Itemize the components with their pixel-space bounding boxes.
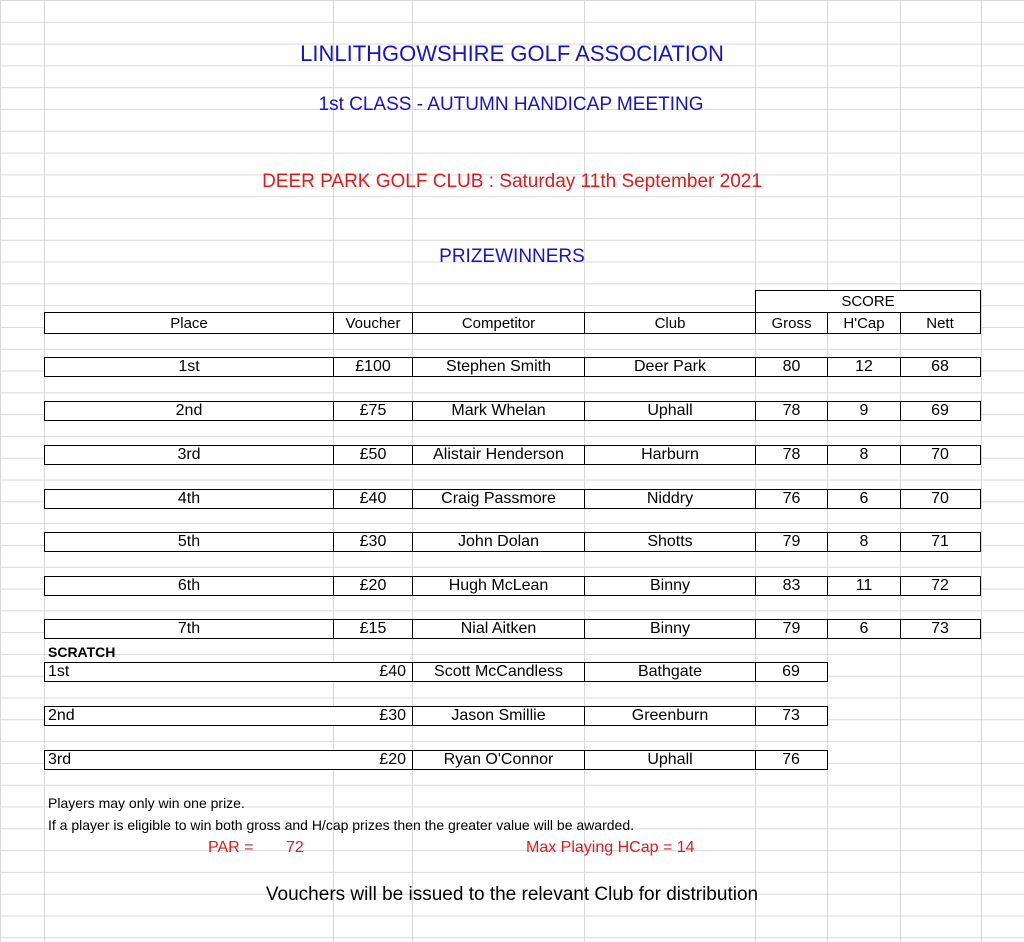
competitor-cell: Alistair Henderson bbox=[413, 446, 585, 464]
table-row bbox=[44, 576, 981, 596]
hcap-cell: 6 bbox=[828, 620, 901, 638]
table-row bbox=[44, 445, 981, 465]
place-cell: 5th bbox=[45, 533, 334, 551]
note-greater-value: If a player is eligible to win both gross and H/cap prizes then the greater value will be awarded. bbox=[48, 817, 634, 833]
header-voucher: Voucher bbox=[334, 313, 413, 333]
nett-cell: 68 bbox=[931, 358, 949, 375]
scratch-place: 2nd bbox=[48, 707, 75, 724]
club-cell: Niddry bbox=[585, 490, 756, 508]
venue-date: DEER PARK GOLF CLUB : Saturday 11th September 2021 bbox=[262, 171, 762, 192]
footer-note: Vouchers will be issued to the relevant Club for distribution bbox=[265, 884, 759, 905]
par-value: 72 bbox=[286, 839, 304, 856]
scratch-voucher: £40 bbox=[379, 663, 406, 680]
hcap-cell: 9 bbox=[828, 402, 901, 420]
scratch-competitor-cell: Jason Smillie bbox=[413, 707, 585, 725]
scratch-competitor-cell: Scott McCandless bbox=[413, 663, 585, 681]
scratch-voucher: £20 bbox=[379, 751, 406, 768]
table-row bbox=[44, 619, 981, 639]
place-cell: 3rd bbox=[45, 446, 334, 464]
hcap-cell: 6 bbox=[828, 490, 901, 508]
competitor-cell: Craig Passmore bbox=[413, 490, 585, 508]
scratch-place: 1st bbox=[48, 663, 70, 680]
header-nett: Nett bbox=[926, 314, 954, 332]
scratch-place-cell bbox=[45, 663, 413, 681]
club-cell: Harburn bbox=[585, 446, 756, 464]
par-label: PAR = bbox=[208, 839, 254, 856]
scratch-row bbox=[44, 662, 828, 682]
nett-cell: 72 bbox=[931, 577, 949, 594]
scratch-voucher: £30 bbox=[379, 707, 406, 724]
note-one-prize: Players may only win one prize. bbox=[48, 795, 245, 811]
header-hcap: H'Cap bbox=[828, 313, 901, 333]
gross-cell: 79 bbox=[756, 533, 828, 551]
competitor-cell: Nial Aitken bbox=[413, 620, 585, 638]
hcap-cell: 8 bbox=[828, 533, 901, 551]
header-place: Place bbox=[45, 313, 334, 333]
scratch-competitor-cell: Ryan O'Connor bbox=[413, 751, 585, 769]
voucher-cell: £75 bbox=[334, 402, 413, 420]
place-cell: 4th bbox=[45, 490, 334, 508]
voucher-cell: £15 bbox=[334, 620, 413, 638]
scratch-club-cell: Uphall bbox=[585, 751, 756, 769]
club-cell: Binny bbox=[585, 620, 756, 638]
gross-cell: 76 bbox=[756, 490, 828, 508]
score-group-header bbox=[755, 290, 981, 312]
voucher-cell: £40 bbox=[334, 490, 413, 508]
place-cell: 1st bbox=[45, 358, 334, 376]
scratch-label: SCRATCH bbox=[48, 644, 116, 660]
table-row bbox=[44, 401, 981, 421]
section-title: PRIZEWINNERS bbox=[439, 246, 585, 267]
nett-cell: 73 bbox=[931, 620, 949, 637]
hcap-cell: 11 bbox=[828, 577, 901, 595]
voucher-cell: £30 bbox=[334, 533, 413, 551]
header-gross: Gross bbox=[756, 313, 828, 333]
gross-cell: 80 bbox=[756, 358, 828, 376]
meeting-subtitle: 1st CLASS - AUTUMN HANDICAP MEETING bbox=[318, 94, 704, 115]
scratch-gross-cell: 73 bbox=[782, 707, 800, 724]
club-cell: Shotts bbox=[585, 533, 756, 551]
scratch-row bbox=[44, 706, 828, 726]
header-competitor: Competitor bbox=[413, 313, 585, 333]
nett-cell: 70 bbox=[931, 446, 949, 463]
scratch-club-cell: Greenburn bbox=[585, 707, 756, 725]
scratch-place: 3rd bbox=[48, 751, 72, 768]
club-cell: Uphall bbox=[585, 402, 756, 420]
page-title: LINLITHGOWSHIRE GOLF ASSOCIATION bbox=[300, 41, 724, 66]
gross-cell: 78 bbox=[756, 402, 828, 420]
competitor-cell: Stephen Smith bbox=[413, 358, 585, 376]
table-row bbox=[44, 532, 981, 552]
scratch-club-cell: Bathgate bbox=[585, 663, 756, 681]
table-row bbox=[44, 489, 981, 509]
nett-cell: 69 bbox=[931, 402, 949, 419]
hcap-cell: 12 bbox=[828, 358, 901, 376]
place-cell: 7th bbox=[45, 620, 334, 638]
scratch-gross-cell: 76 bbox=[782, 751, 800, 768]
scratch-place-cell bbox=[45, 707, 413, 725]
max-hcap-note: Max Playing HCap = 14 bbox=[526, 839, 695, 856]
header-club: Club bbox=[585, 313, 756, 333]
scratch-gross-cell: 69 bbox=[782, 663, 800, 680]
scratch-place-cell bbox=[45, 751, 413, 769]
competitor-cell: Mark Whelan bbox=[413, 402, 585, 420]
place-cell: 6th bbox=[45, 577, 334, 595]
table-row bbox=[44, 357, 981, 377]
table-header bbox=[44, 312, 981, 334]
competitor-cell: John Dolan bbox=[413, 533, 585, 551]
voucher-cell: £50 bbox=[334, 446, 413, 464]
voucher-cell: £20 bbox=[334, 577, 413, 595]
competitor-cell: Hugh McLean bbox=[413, 577, 585, 595]
club-cell: Deer Park bbox=[585, 358, 756, 376]
place-cell: 2nd bbox=[45, 402, 334, 420]
scratch-row bbox=[44, 750, 828, 770]
nett-cell: 70 bbox=[931, 490, 949, 507]
voucher-cell: £100 bbox=[334, 358, 413, 376]
gross-cell: 83 bbox=[756, 577, 828, 595]
score-group-label: SCORE bbox=[841, 293, 895, 310]
gross-cell: 78 bbox=[756, 446, 828, 464]
nett-cell: 71 bbox=[931, 533, 949, 550]
gross-cell: 79 bbox=[756, 620, 828, 638]
hcap-cell: 8 bbox=[828, 446, 901, 464]
club-cell: Binny bbox=[585, 577, 756, 595]
